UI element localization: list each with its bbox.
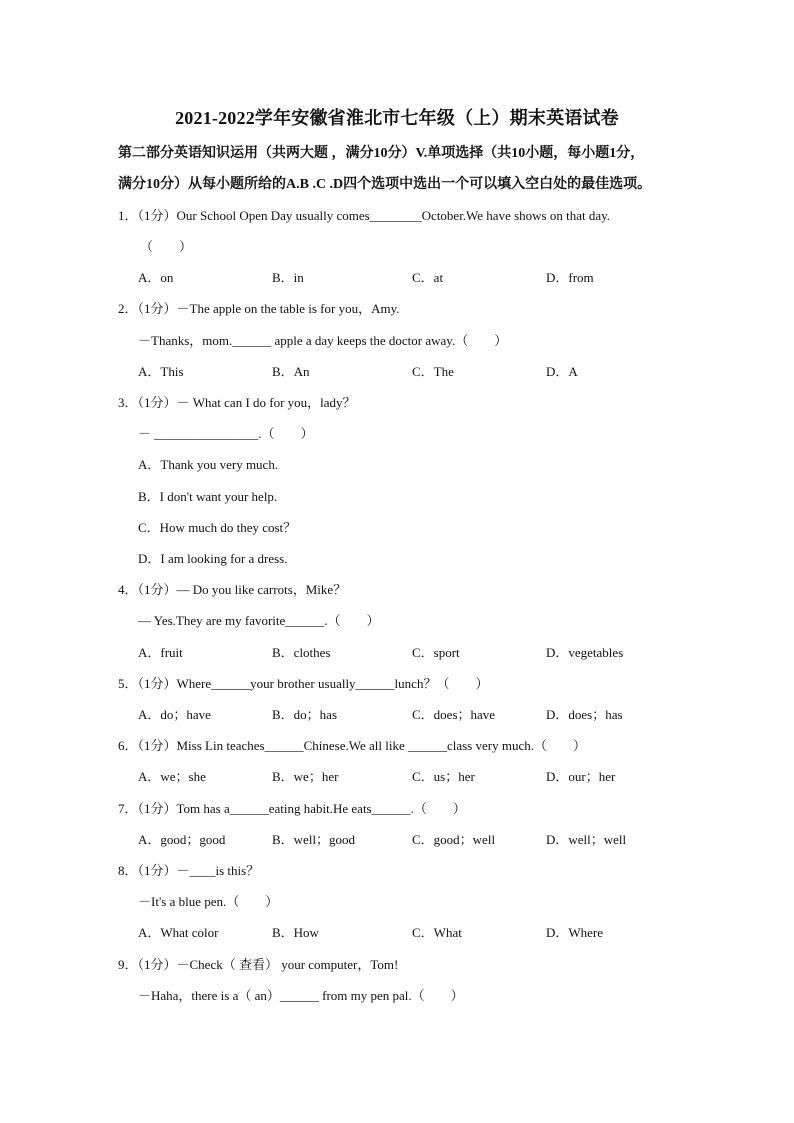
question-4-option-a: A．fruit bbox=[138, 645, 183, 660]
question-6-stem: 6．（1分）Miss Lin teaches______Chinese.We all like ______class very much.（ ） bbox=[118, 738, 586, 753]
question-2-option-a: A．This bbox=[138, 364, 184, 379]
question-2-reply: －Thanks，mom.______ apple a day keeps the doctor away.（ ） bbox=[138, 333, 508, 348]
question-9-stem: 9．（1分）－Check（ 查看） your computer，Tom! bbox=[118, 957, 399, 972]
question-8-reply: －It's a blue pen.（ ） bbox=[138, 894, 279, 909]
question-7-option-b: B．well；good bbox=[272, 832, 356, 847]
question-8-option-d: D．Where bbox=[546, 925, 604, 940]
question-8-stem: 8．（1分）－____is this？ bbox=[118, 863, 260, 878]
question-7-stem: 7．（1分）Tom has a______eating habit.He eats______.（ ） bbox=[118, 801, 466, 816]
question-3-stem: 3．（1分）－ What can I do for you，lady？ bbox=[118, 395, 356, 410]
question-5-stem: 5．（1分）Where______your brother usually______lunch？（ ） bbox=[118, 676, 489, 691]
question-3-option-a: A．Thank you very much. bbox=[138, 457, 279, 472]
question-5-option-d: D．does；has bbox=[546, 707, 623, 722]
question-1-option-d: D．from bbox=[546, 270, 594, 285]
question-8-option-b: B．How bbox=[272, 925, 319, 940]
question-4-option-c: C．sport bbox=[412, 645, 460, 660]
question-2-option-d: D．A bbox=[546, 364, 578, 379]
question-8-option-a: A．What color bbox=[138, 925, 219, 940]
question-9-reply: －Haha，there is a（ an）______ from my pen pal.（ ） bbox=[138, 988, 464, 1003]
question-5-option-a: A．do；have bbox=[138, 707, 211, 722]
question-1-option-a: A．on bbox=[138, 270, 174, 285]
question-6-option-d: D．our；her bbox=[546, 769, 616, 784]
question-8-option-c: C．What bbox=[412, 925, 462, 940]
question-2-stem: 2．（1分）－The apple on the table is for you，Amy. bbox=[118, 301, 400, 316]
question-2-option-c: C．The bbox=[412, 364, 454, 379]
question-4-option-b: B．clothes bbox=[272, 645, 331, 660]
question-5-option-b: B．do；has bbox=[272, 707, 338, 722]
question-4-option-d: D．vegetables bbox=[546, 645, 624, 660]
question-7-option-a: A．good；good bbox=[138, 832, 226, 847]
question-1-stem: 1．（1分）Our School Open Day usually comes________October.We have shows on that day. bbox=[118, 208, 611, 223]
question-3-option-d: D．I am looking for a dress. bbox=[138, 551, 288, 566]
question-3-option-c: C．How much do they cost？ bbox=[138, 520, 297, 535]
question-7-option-d: D．well；well bbox=[546, 832, 627, 847]
question-1-answer-bracket: （ ） bbox=[140, 239, 193, 254]
question-3-option-b: B．I don't want your help. bbox=[138, 489, 278, 504]
question-7-option-c: C．good；well bbox=[412, 832, 496, 847]
question-1-option-b: B．in bbox=[272, 270, 304, 285]
question-2-option-b: B．An bbox=[272, 364, 310, 379]
question-3-reply: － ________________.（ ） bbox=[138, 426, 314, 441]
question-5-option-c: C．does；have bbox=[412, 707, 496, 722]
question-1-option-c: C．at bbox=[412, 270, 444, 285]
page-title: 2021-2022学年安徽省淮北市七年级（上）期末英语试卷 bbox=[175, 108, 619, 128]
question-6-option-b: B．we；her bbox=[272, 769, 339, 784]
question-4-reply: — Yes.They are my favorite______.（ ） bbox=[138, 613, 380, 628]
question-4-stem: 4．（1分）— Do you like carrots，Mike？ bbox=[118, 582, 347, 597]
question-6-option-c: C．us；her bbox=[412, 769, 475, 784]
section-instructions-line-2: 满分10分）从每小题所给的A.B .C .D四个选项中选出一个可以填入空白处的最佳选项。 bbox=[118, 177, 652, 192]
section-instructions-line-1: 第二部分英语知识运用（共两大题 ，满分10分）V.单项选择（共10小题，每小题1分， bbox=[118, 146, 645, 161]
question-6-option-a: A．we；she bbox=[138, 769, 206, 784]
